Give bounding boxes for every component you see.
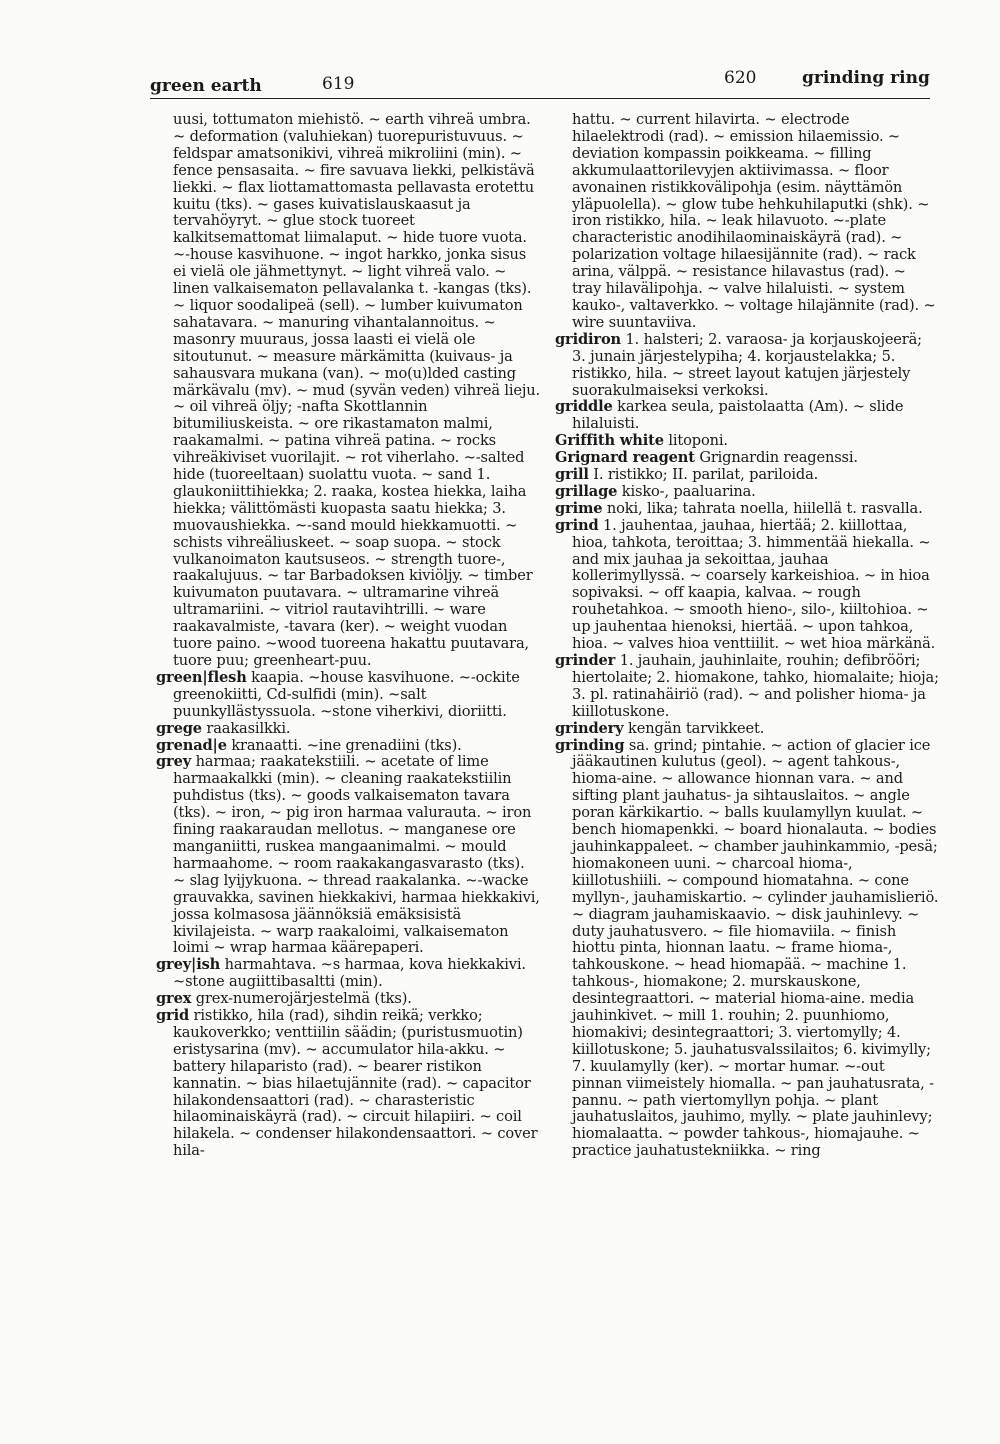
entry-text: 1. jauhentaa, jauhaa, hiertää; 2. kiillottaa, hioa, tahkota, teroittaa; 3. himmentää hiekalla. ~ and mix jauhaa ja sekoittaa, jauhaa kollerimyllyssä. ~ coarsely karkeishioa. ~ in hioa sopivaksi. ~ off kaapia, kalvaa. ~ rough rouhetahkoa. ~ smooth hieno-, silo-, kiiltohioa. ~ up jauhentaa hienoksi, hiertää. ~ upon tahkoa, hioa. ~ valves hioa venttiilit. ~ wet hioa märkänä. bbox=[572, 516, 936, 653]
entry-text: uusi, tottumaton miehistö. ~ earth vihreä umbra. ~ deformation (valuhiekan) tuorepuristuvuus. ~ feldspar amatsonikivi, vihreä mikroliini (min). ~ fence pensasaita. ~ fire savuava liekki, pelkistävä liekki. ~ flax liottamattomasta pellavasta erotettu kuitu (tks). ~ gases kuivatislauskaasut ja tervahöyryt. ~ glue stock tuoreet kalkitsemattomat liimalaput. ~ hide tuore vuota. ~-house kasvihuone. ~ ingot harkko, jonka sisus ei vielä ole jähmettynyt. ~ light vihreä valo. ~ linen valkaisematon pellavalanka t. -kangas (tks). ~ liquor soodalipeä (sell). ~ lumber kuivumaton sahatavara. ~ manuring vihantalannoitus. ~ masonry muuraus, jossa laasti ei vielä ole sitoutunut. ~ measure märkämitta (kuivaus- ja sahausvara mukana (van). ~ mo(u)lded casting märkävalu (mv). ~ mud (syvän veden) vihreä lieju. ~ oil vihreä öljy; -nafta Skottlannin bitumiliuskeista. ~ ore rikastamaton malmi, raakamalmi. ~ patina vihreä patina. ~ rocks vihreäkiviset vuorilajit. ~ rot viherlaho. ~-salted hide (tuoreeltaan) suolattu vuota. ~ sand 1. glaukoniittihiekka; 2. raaka, kostea hiekka, laiha hiekka; välittömästi kuopasta saatu hiekka; 3. muovaushiekka. ~-sand mould hiekkamuotti. ~ schists vihreäliuskeet. ~ soap suopa. ~ stock vulkanoimaton kautsuseos. ~ strength tuore-, raakalujuus. ~ tar Barbadoksen kiviöljy. ~ timber kuivumaton puutavara. ~ ultramarine vihreä ultramariini. ~ vitriol rautavihtrilli. ~ ware raakavalmiste, -tavara (ker). ~ weight vuodan tuore paino. ~wood tuoreena hakattu puutavara, tuore puu; greenheart-puu. bbox=[173, 111, 540, 669]
entry-text: hattu. ~ current hilavirta. ~ electrode hilaelektrodi (rad). ~ emission hilaemissio. ~ deviation kompassin poikkeama. ~ filling akkumulaattorilevyjen aktiivimassa. ~ floor avonainen ristikkovälipohja (esim. näyttämön yläpuolella). ~ glow tube hehkuhilaputki (shk). ~ iron ristikko, hila. ~ leak hilavuoto. ~-plate characteristic anodihilaominaiskäyrä (rad). ~ polarization voltage hilaesijännite (rad). ~ rack arina, välppä. ~ resistance hilavastus (rad). ~ tray hilavälipohja. ~ valve hilaluisti. ~ system kauko-, valtaverkko. ~ voltage hilajännite (rad). ~ wire suuntaviiva. bbox=[572, 111, 936, 331]
entry-headword: grinding bbox=[555, 736, 625, 754]
right-running-headword: grinding ring bbox=[802, 68, 930, 88]
dictionary-entry bbox=[555, 501, 939, 518]
entry-text: grex-numerojärjestelmä (tks). bbox=[195, 990, 412, 1008]
dictionary-entry bbox=[555, 332, 939, 400]
right-column bbox=[555, 112, 939, 1160]
dictionary-entry bbox=[555, 518, 939, 653]
entry-headword: grenad|e bbox=[156, 736, 227, 754]
entry-headword: grill bbox=[555, 466, 589, 484]
entry-headword: griddle bbox=[555, 398, 613, 416]
entry-continuation bbox=[156, 112, 540, 670]
dictionary-entry bbox=[156, 754, 540, 957]
right-page-number: 620 bbox=[724, 68, 757, 88]
entry-headword: grindery bbox=[555, 719, 624, 737]
dictionary-entry bbox=[555, 653, 939, 721]
entry-headword: grey bbox=[156, 753, 192, 771]
dictionary-entry bbox=[555, 738, 939, 1161]
entry-text: 1. halsteri; 2. varaosa- ja korjauskojeerä; 3. junain järjestelypiha; 4. korjaustelakka; 5. ristikko, hila. ~ street layout katujen järjestely suorakulmaiseksi verkoksi. bbox=[572, 330, 922, 399]
entry-headword: Griffith white bbox=[555, 432, 664, 450]
header-rule bbox=[150, 98, 930, 99]
left-page-number: 619 bbox=[322, 74, 355, 94]
dictionary-entry bbox=[555, 721, 939, 738]
entry-continuation bbox=[555, 112, 939, 332]
dictionary-entry bbox=[555, 399, 939, 433]
entry-headword: grime bbox=[555, 499, 603, 517]
entry-text: kisko-, paaluarina. bbox=[621, 482, 756, 500]
entry-headword: grind bbox=[555, 516, 599, 534]
dictionary-entry bbox=[156, 1008, 540, 1160]
entry-text: kaapia. ~house kasvihuone. ~-ockite greenokiitti, Cd-sulfidi (min). ~salt puunkyllästyssuola. ~stone viherkivi, dioriitti. bbox=[173, 668, 520, 720]
entry-headword: grege bbox=[156, 719, 202, 737]
entry-text: 1. jauhain, jauhinlaite, rouhin; defibrööri; hiertolaite; 2. hiomakone, tahko, hiomalaite; hioja; 3. pl. ratinahäiriö (rad). ~ and polisher hioma- ja kiillotuskone. bbox=[572, 652, 939, 720]
entry-text: sa. grind; pintahie. ~ action of glacier ice jääkautinen kulutus (geol). ~ agent tahkous-, hioma-aine. ~ allowance hionnan vara. ~ and sifting plant jauhatus- ja sihtauslaitos. ~ angle poran kärkikartio. ~ balls kuulamyllyn kuulat. ~ bench hiomapenkki. ~ board hionalauta. ~ bodies jauhinkappaleet. ~ chamber jauhinkammio, -pesä; hiomakoneen uuni. ~ charcoal hioma-, kiillotushiili. ~ compound hiomatahna. ~ cone myllyn-, jauhamiskartio. ~ cylinder jauhamislieriö. ~ diagram jauhamiskaavio. ~ disk jauhinlevy. ~ duty jauhatusvero. ~ file hiomaviila. ~ finish hiottu pinta, hionnan laatu. ~ frame hioma-, tahkouskone. ~ head hiomapää. ~ machine 1. tahkous-, hiomakone; 2. murskauskone, desintegraattori. ~ material hioma-aine. media jauhinkivet. ~ mill 1. rouhin; 2. puunhiomo, hiomakivi; desintegraattori; 3. viertomylly; 4. kiillotuskone; 5. jauhatusvalssilaitos; 6. kivimylly; 7. kuulamylly (ker). ~ mortar humar. ~-out pinnan viimeistely hiomalla. ~ pan jauhatusrata, -pannu. ~ path viertomyllyn pohja. ~ plant jauhatuslaitos, jauhimo, mylly. ~ plate jauhinlevy; hiomalaatta. ~ powder tahkous-, hiomajauhe. ~ practice jauhatustekniikka. ~ ring bbox=[572, 736, 939, 1160]
dictionary-entry bbox=[156, 957, 540, 991]
dictionary-entry bbox=[156, 721, 540, 738]
entry-text: Grignardin reagenssi. bbox=[699, 449, 858, 467]
dictionary-entry bbox=[156, 991, 540, 1008]
page-header bbox=[150, 68, 930, 108]
left-column bbox=[156, 112, 540, 1160]
entry-text: harmahtava. ~s harmaa, kova hiekkakivi. ~stone augiittibasaltti (min). bbox=[173, 956, 526, 991]
entry-headword: grinder bbox=[555, 652, 616, 669]
entry-text: raakasilkki. bbox=[206, 719, 291, 737]
dictionary-entry bbox=[555, 467, 939, 484]
dictionary-entry bbox=[555, 484, 939, 501]
dictionary-entry bbox=[156, 670, 540, 721]
entry-headword: grid bbox=[156, 1007, 190, 1025]
entry-headword: grex bbox=[156, 990, 192, 1008]
entry-headword: gridiron bbox=[555, 330, 622, 348]
entry-text: ristikko, hila (rad), sihdin reikä; verkko; kaukoverkko; venttiilin säädin; (puristusmuotin) eristysarina (mv). ~ accumulator hila-akku. ~ battery hilaparisto (rad). ~ bearer ristikon kannatin. ~ bias hilaetujännite (rad). ~ capacitor hilakondensaattori (rad). ~ charasteristic hilaominaiskäyrä (rad). ~ circuit hilapiiri. ~ coil hilakela. ~ condenser hilakondensaattori. ~ cover hila- bbox=[173, 1007, 538, 1160]
dictionary-entry bbox=[555, 433, 939, 450]
entry-headword: grillage bbox=[555, 482, 618, 500]
entry-text: litoponi. bbox=[668, 432, 728, 450]
entry-text: noki, lika; tahrata noella, hiilellä t. rasvalla. bbox=[606, 499, 923, 517]
left-running-headword: green earth bbox=[150, 76, 262, 96]
entry-headword: Grignard reagent bbox=[555, 449, 695, 467]
entry-text: harmaa; raakatekstiili. ~ acetate of lime harmaakalkki (min). ~ cleaning raakatekstiilin puhdistus (tks). ~ goods valkaisematon tavara (tks). ~ iron, ~ pig iron harmaa valurauta. ~ iron fining raakaraudan mellotus. ~ manganese ore manganiitti, ruskea mangaanimalmi. ~ mould harmaahome. ~ room raakakangasvarasto (tks). ~ slag lyijykuona. ~ thread raakalanka. ~-wacke grauvakka, savinen hiekkakivi, harmaa hiekkakivi, jossa kolmasosa jäännöksiä emäksisistä kivilajeista. ~ warp raakaloimi, valkaisematon loimi ~ wrap harmaa käärepaperi. bbox=[173, 753, 540, 957]
entry-text: I. ristikko; II. parilat, pariloida. bbox=[593, 466, 819, 484]
entry-headword: grey|ish bbox=[156, 956, 221, 974]
entry-text: kengän tarvikkeet. bbox=[628, 719, 765, 737]
entry-text: karkea seula, paistolaatta (Am). ~ slide hilaluisti. bbox=[572, 398, 904, 433]
entry-text: kranaatti. ~ine grenadiini (tks). bbox=[231, 736, 462, 754]
dictionary-entry bbox=[156, 738, 540, 755]
entry-headword: green|flesh bbox=[156, 668, 247, 686]
dictionary-entry bbox=[555, 450, 939, 467]
